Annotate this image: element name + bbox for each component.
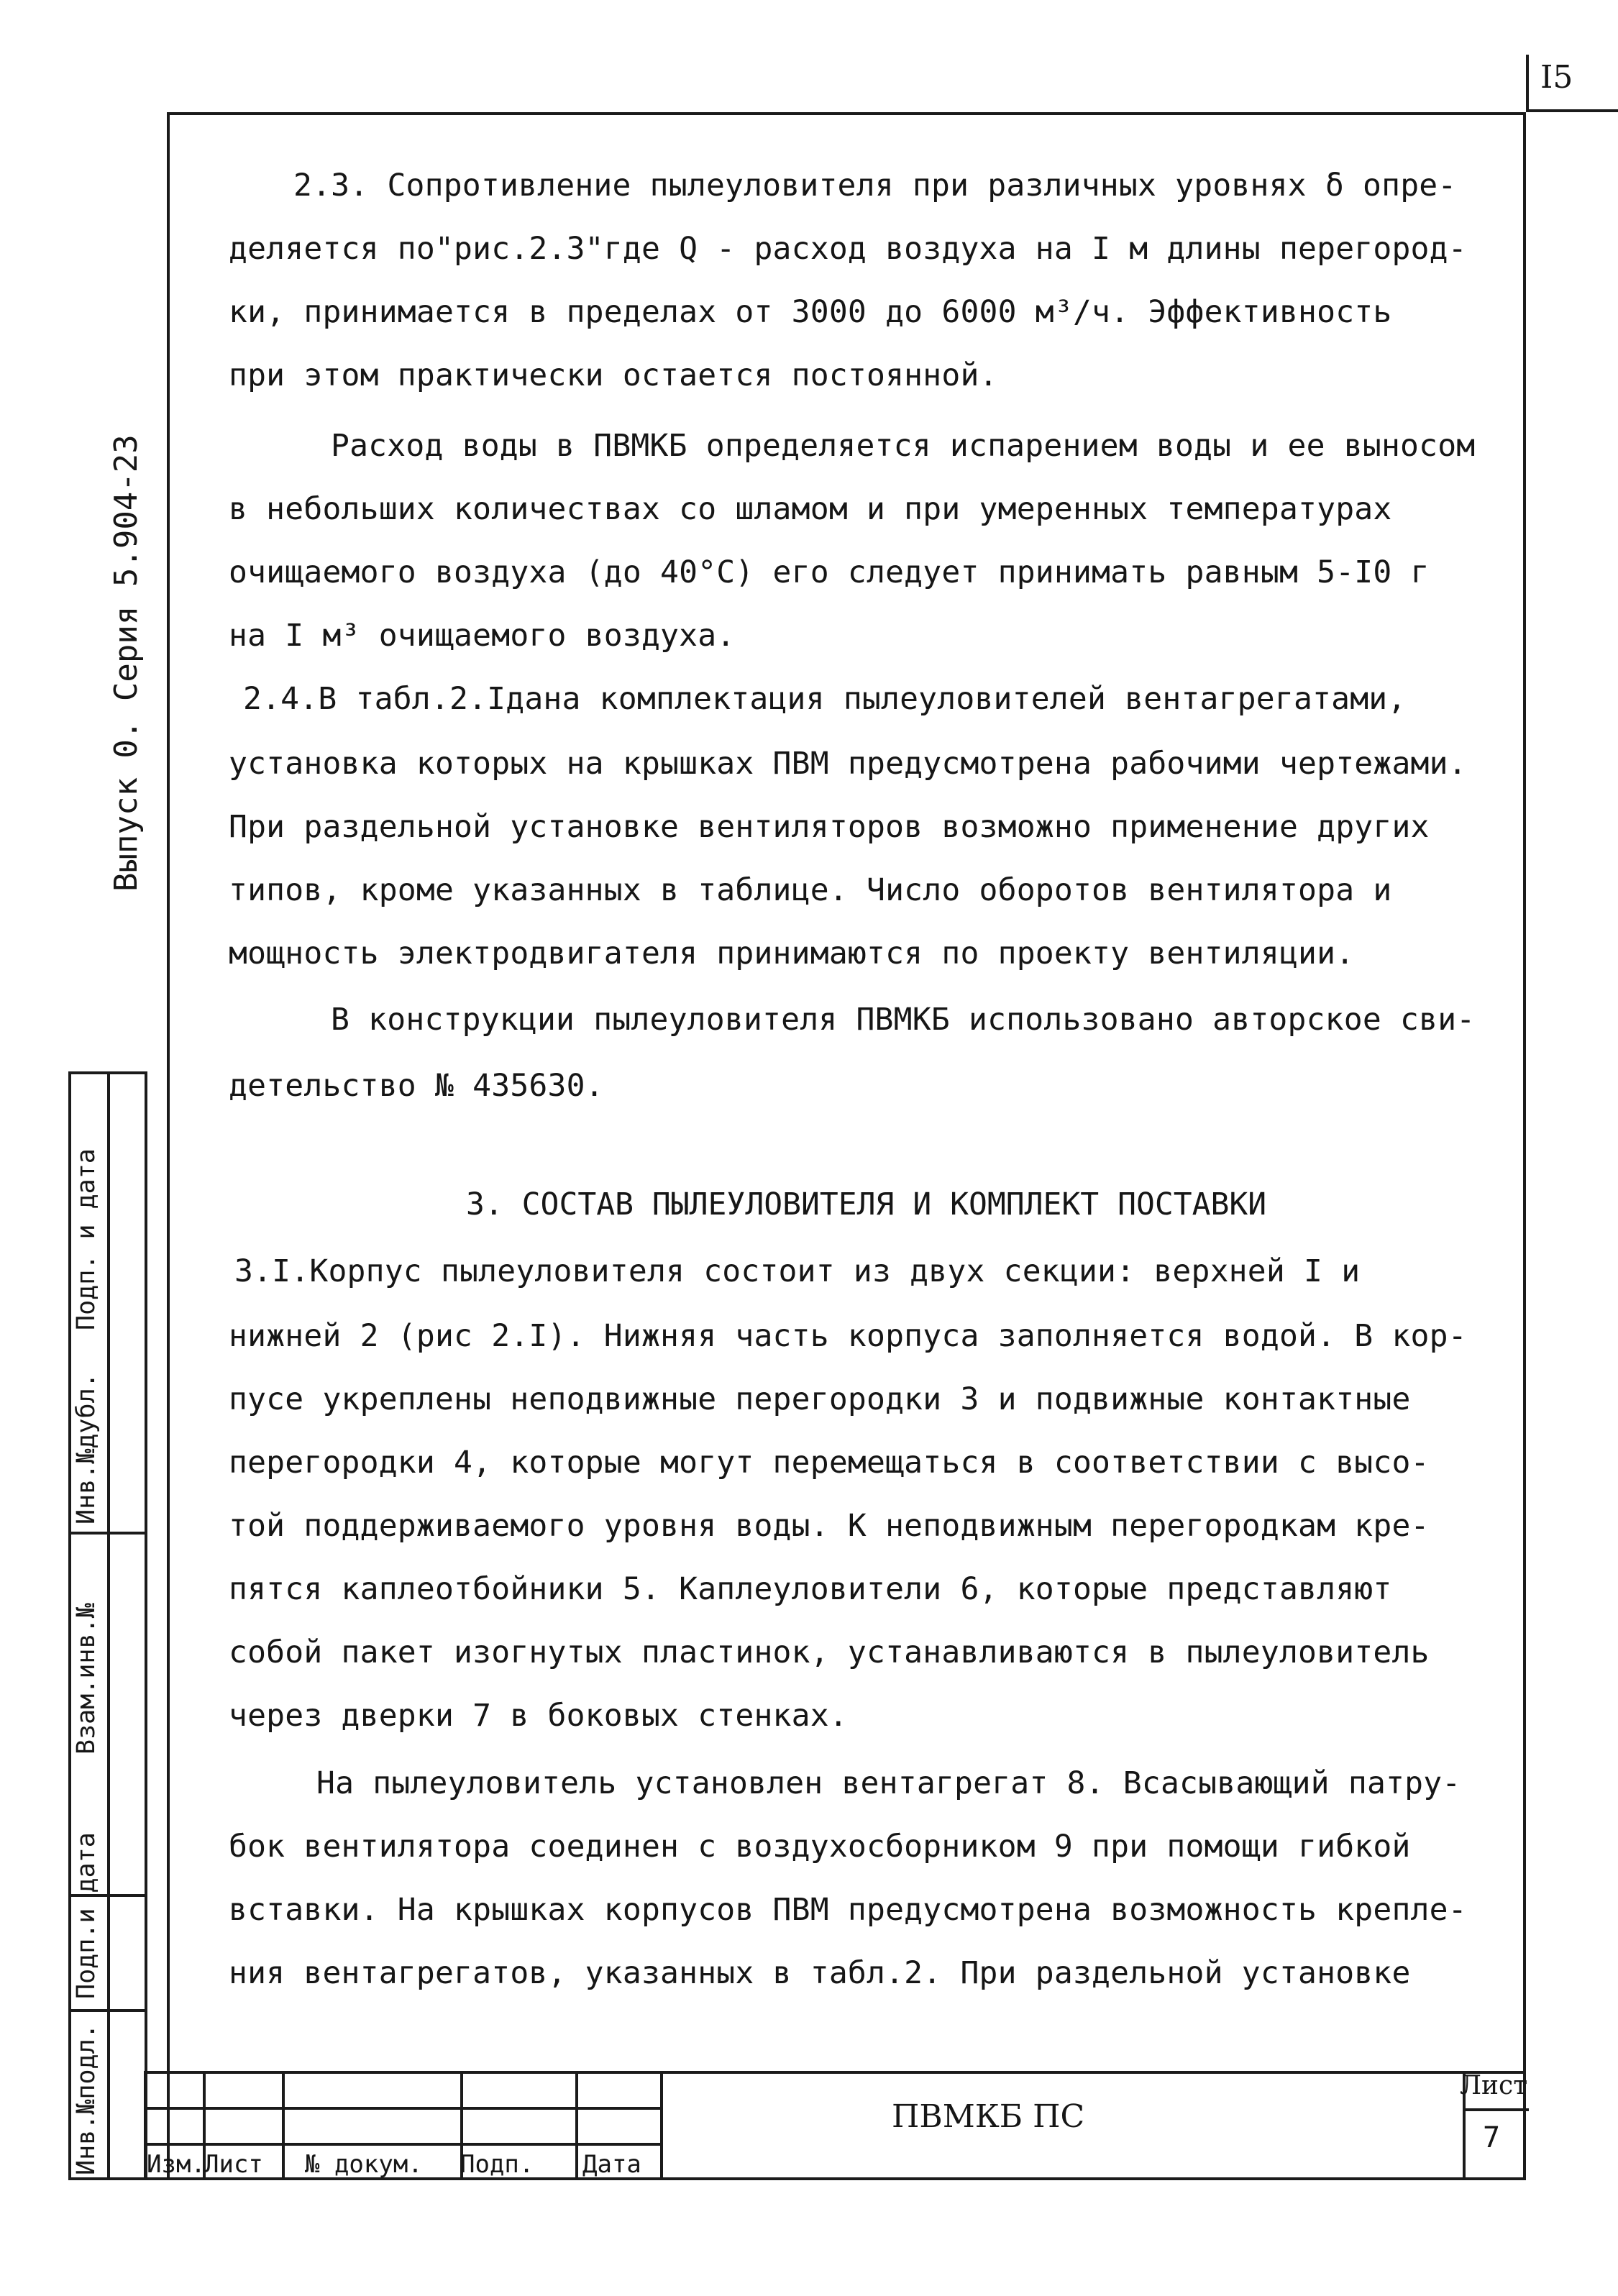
title-block-divider: [660, 2074, 663, 2177]
stamp-divider: [107, 1074, 110, 2177]
title-block-divider: [147, 2143, 660, 2146]
paragraph-line: деляется по"рис.2.3"где Q - расход воздуха на I м длины перегород-: [229, 231, 1467, 267]
title-block-column: № докум.: [305, 2150, 423, 2179]
paragraph-line: В конструкции пылеуловителя ПВМКБ использовано авторское сви-: [331, 1002, 1476, 1038]
paragraph-line: на I м³ очищаемого воздуха.: [229, 618, 736, 654]
paragraph-line: 2.4.В табл.2.Iдана комплектация пылеуловителей вентагрегатами,: [243, 681, 1407, 717]
title-block-divider: [147, 2107, 660, 2110]
paragraph-line: типов, кроме указанных в таблице. Число оборотов вентилятора и: [229, 872, 1392, 908]
paragraph-line: При раздельной установке вентиляторов возможно применение других: [229, 809, 1430, 845]
paragraph-line: при этом практически остается постоянной.: [229, 357, 998, 393]
paragraph-line: пусе укреплены неподвижные перегородки 3 и подвижные контактные: [229, 1381, 1411, 1417]
series-label: Выпуск 0. Серия 5.904-23: [108, 434, 145, 892]
stamp-label: Подп.и дата: [72, 1832, 101, 1999]
paragraph-line: Расход воды в ПВМКБ определяется испарением воды и ее выносом: [331, 428, 1476, 464]
title-block-column: Дата: [582, 2150, 641, 2179]
page-number: I5: [1540, 59, 1573, 96]
paragraph-line: На пылеуловитель установлен вентагрегат 8. Всасывающий патру-: [316, 1765, 1461, 1801]
sheet-number: 7: [1483, 2121, 1501, 2154]
paragraph-line: через дверки 7 в боковых стенках.: [229, 1698, 848, 1734]
paragraph-line: вставки. На крышках корпусов ПВМ предусмотрена возможность крепле-: [229, 1892, 1467, 1928]
stamp-label: Инв.№подл.: [72, 2023, 101, 2175]
paragraph-line: 3.I.Корпус пылеуловителя состоит из двух секции: верхней I и: [234, 1253, 1361, 1289]
document-code: ПВМКБ ПС: [892, 2098, 1085, 2135]
title-block-divider: [1463, 2108, 1529, 2111]
paragraph-line: пятся каплеотбойники 5. Каплеуловители 6, которые представляют: [229, 1571, 1392, 1607]
section-heading: 3. СОСТАВ ПЫЛЕУЛОВИТЕЛЯ И КОМПЛЕКТ ПОСТАВКИ: [466, 1186, 1267, 1222]
paragraph-line: той поддерживаемого уровня воды. К неподвижным перегородкам кре-: [229, 1508, 1430, 1544]
paragraph-line: в небольших количествах со шламом и при умеренных температурах: [229, 491, 1392, 527]
paragraph-line: ки, принимается в пределах от 3000 до 6000 м³/ч. Эффективность: [229, 294, 1392, 330]
title-block-column: Подп.: [460, 2150, 534, 2179]
paragraph-line: очищаемого воздуха (до 40°С) его следует принимать равным 5-I0 г: [229, 554, 1430, 590]
paragraph-line: установка которых на крышках ПВМ предусмотрена рабочими чертежами.: [229, 746, 1467, 782]
title-block-divider: [575, 2074, 578, 2177]
paragraph-line: детельство № 435630.: [229, 1068, 604, 1104]
page-frame: [167, 112, 1526, 2180]
paragraph-line: собой пакет изогнутых пластинок, устанавливаются в пылеуловитель: [229, 1634, 1430, 1670]
paragraph-line: нижней 2 (рис 2.I). Нижняя часть корпуса заполняется водой. В кор-: [229, 1318, 1467, 1354]
stamp-label: Взам.инв.№: [72, 1603, 101, 1755]
paragraph-line: бок вентилятора соединен с воздухосборником 9 при помощи гибкой: [229, 1829, 1411, 1865]
stamp-label: Подп. и дата: [72, 1148, 101, 1330]
sheet-label: Лист: [1460, 2071, 1528, 2100]
paragraph-line: ния вентагрегатов, указанных в табл.2. При раздельной установке: [229, 1955, 1411, 1991]
title-block-column: Изм.: [147, 2150, 206, 2179]
title-block-divider: [282, 2074, 285, 2177]
paragraph-line: перегородки 4, которые могут перемещаться в соответствии с высо-: [229, 1445, 1430, 1481]
paragraph-line: 2.3. Сопротивление пылеуловителя при различных уровнях δ опре-: [293, 168, 1457, 203]
title-block-column: Лист: [204, 2150, 263, 2179]
stamp-label: Инв.№дубл.: [72, 1373, 101, 1524]
paragraph-line: мощность электродвигателя принимаются по проекту вентиляции.: [229, 936, 1355, 971]
